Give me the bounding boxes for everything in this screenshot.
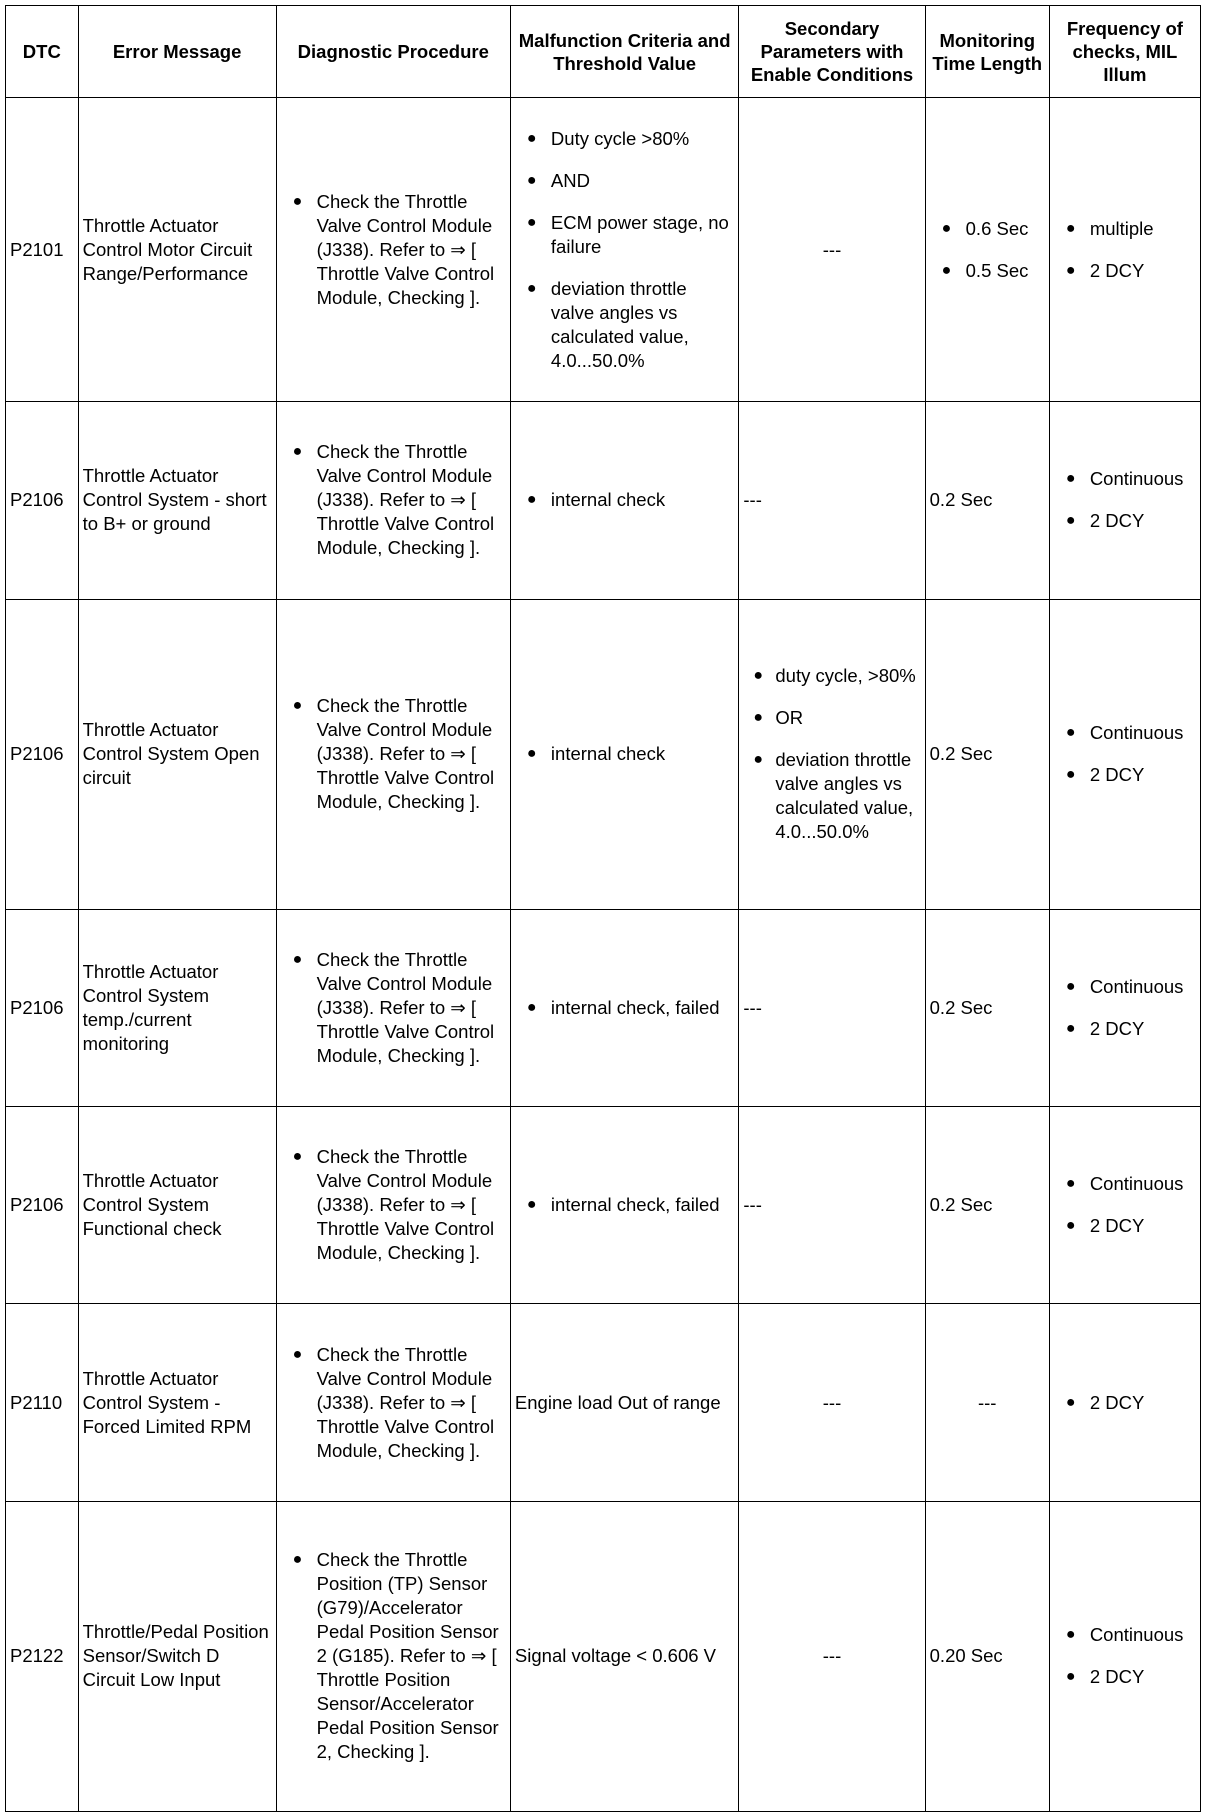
dtc-code: P2106: [6, 1107, 79, 1304]
list-item: ● internal check, failed: [515, 1193, 734, 1217]
frequency: [1049, 1304, 1200, 1501]
diagnostic-procedure: [276, 98, 510, 402]
header-dtc: DTC: [6, 6, 79, 98]
header-row: [6, 6, 1201, 98]
list-item: ● Duty cycle >80%: [515, 127, 734, 151]
table-row: [6, 98, 1201, 402]
frequency: [1049, 909, 1200, 1106]
monitoring-time: 0.20 Sec: [925, 1501, 1049, 1811]
diagnostic-procedure: [276, 1501, 510, 1811]
frequency: [1049, 1501, 1200, 1811]
dtc-code: P2110: [6, 1304, 79, 1501]
list-item: ● AND: [515, 169, 734, 193]
list-item: ● 2 DCY: [1054, 509, 1196, 533]
list-item: ● Check the Throttle Valve Control Module (J338). Refer to ⇒ [ Throttle Valve Control Module, Checking ].: [281, 1343, 506, 1463]
frequency: [1049, 1107, 1200, 1304]
secondary-parameters: ---: [739, 98, 925, 402]
header-monitoring-time: Monitoring Time Length: [925, 6, 1049, 98]
diagnostic-procedure: [276, 1107, 510, 1304]
error-message: Throttle Actuator Control System Open circuit: [78, 599, 276, 909]
frequency: [1049, 599, 1200, 909]
list-item: ● 0.6 Sec: [930, 217, 1045, 241]
header-secondary-parameters: Secondary Parameters with Enable Conditions: [739, 6, 925, 98]
list-item: ● 2 DCY: [1054, 1391, 1196, 1415]
secondary-parameters: ---: [739, 402, 925, 599]
list-item: ● Check the Throttle Valve Control Module (J338). Refer to ⇒ [ Throttle Valve Control Module, Checking ].: [281, 1145, 506, 1265]
list-item: ● deviation throttle valve angles vs calculated value, 4.0...50.0%: [515, 277, 734, 373]
header-malfunction-criteria: Malfunction Criteria and Threshold Value: [510, 6, 738, 98]
dtc-code: P2106: [6, 909, 79, 1106]
list-item: ● Check the Throttle Valve Control Module (J338). Refer to ⇒ [ Throttle Valve Control Module, Checking ].: [281, 694, 506, 814]
frequency: [1049, 98, 1200, 402]
error-message: Throttle Actuator Control System temp./current monitoring: [78, 909, 276, 1106]
secondary-parameters: ---: [739, 1107, 925, 1304]
list-item: ● Check the Throttle Valve Control Module (J338). Refer to ⇒ [ Throttle Valve Control Module, Checking ].: [281, 440, 506, 560]
monitoring-time: 0.2 Sec: [925, 909, 1049, 1106]
secondary-parameters: ---: [739, 1304, 925, 1501]
dtc-table: [5, 5, 1201, 1812]
list-item: ● 2 DCY: [1054, 1017, 1196, 1041]
dtc-code: P2106: [6, 599, 79, 909]
monitoring-time: [925, 98, 1049, 402]
error-message: Throttle Actuator Control System - short to B+ or ground: [78, 402, 276, 599]
diagnostic-procedure: [276, 909, 510, 1106]
list-item: ● 2 DCY: [1054, 1214, 1196, 1238]
list-item: ● 2 DCY: [1054, 259, 1196, 283]
table-row: [6, 599, 1201, 909]
table-row: [6, 402, 1201, 599]
list-item: ● Continuous: [1054, 721, 1196, 745]
list-item: ● 0.5 Sec: [930, 259, 1045, 283]
list-item: ● ECM power stage, no failure: [515, 211, 734, 259]
secondary-parameters: ---: [739, 1501, 925, 1811]
monitoring-time: 0.2 Sec: [925, 1107, 1049, 1304]
malfunction-criteria: [510, 909, 738, 1106]
error-message: Throttle Actuator Control Motor Circuit Range/Performance: [78, 98, 276, 402]
table-row: [6, 1304, 1201, 1501]
list-item: ● duty cycle, >80%: [743, 664, 920, 688]
list-item: ● 2 DCY: [1054, 763, 1196, 787]
secondary-parameters: ---: [739, 909, 925, 1106]
table-row: [6, 1501, 1201, 1811]
list-item: ● 2 DCY: [1054, 1665, 1196, 1689]
list-item: ● internal check, failed: [515, 996, 734, 1020]
malfunction-criteria: [510, 1107, 738, 1304]
list-item: ● Check the Throttle Position (TP) Sensor (G79)/Accelerator Pedal Position Sensor 2 (G185). Refer to ⇒ [ Throttle Position Sensor/Accelerator Pedal Position Sensor 2, Checking ].: [281, 1548, 506, 1764]
table-row: [6, 1107, 1201, 1304]
list-item: ● Check the Throttle Valve Control Module (J338). Refer to ⇒ [ Throttle Valve Control Module, Checking ].: [281, 190, 506, 310]
list-item: ● Continuous: [1054, 467, 1196, 491]
diagnostic-procedure: [276, 599, 510, 909]
list-item: ● multiple: [1054, 217, 1196, 241]
secondary-parameters: [739, 599, 925, 909]
monitoring-time: 0.2 Sec: [925, 599, 1049, 909]
diagnostic-procedure: [276, 402, 510, 599]
header-frequency: Frequency of checks, MIL Illum: [1049, 6, 1200, 98]
error-message: Throttle Actuator Control System - Forced Limited RPM: [78, 1304, 276, 1501]
dtc-code: P2122: [6, 1501, 79, 1811]
malfunction-criteria: [510, 599, 738, 909]
dtc-code: P2101: [6, 98, 79, 402]
list-item: ● Continuous: [1054, 975, 1196, 999]
list-item: ● internal check: [515, 488, 734, 512]
monitoring-time: ---: [925, 1304, 1049, 1501]
list-item: ● Continuous: [1054, 1172, 1196, 1196]
malfunction-criteria: Signal voltage < 0.606 V: [510, 1501, 738, 1811]
diagnostic-procedure: [276, 1304, 510, 1501]
header-error-message: Error Message: [78, 6, 276, 98]
list-item: ● Continuous: [1054, 1623, 1196, 1647]
malfunction-criteria: Engine load Out of range: [510, 1304, 738, 1501]
list-item: ● internal check: [515, 742, 734, 766]
error-message: Throttle Actuator Control System Functional check: [78, 1107, 276, 1304]
dtc-code: P2106: [6, 402, 79, 599]
frequency: [1049, 402, 1200, 599]
monitoring-time: 0.2 Sec: [925, 402, 1049, 599]
error-message: Throttle/Pedal Position Sensor/Switch D Circuit Low Input: [78, 1501, 276, 1811]
list-item: ● Check the Throttle Valve Control Module (J338). Refer to ⇒ [ Throttle Valve Control Module, Checking ].: [281, 948, 506, 1068]
malfunction-criteria: [510, 98, 738, 402]
malfunction-criteria: [510, 402, 738, 599]
table-row: [6, 909, 1201, 1106]
header-diagnostic-procedure: Diagnostic Procedure: [276, 6, 510, 98]
list-item: ● OR: [743, 706, 920, 730]
list-item: ● deviation throttle valve angles vs calculated value, 4.0...50.0%: [743, 748, 920, 844]
